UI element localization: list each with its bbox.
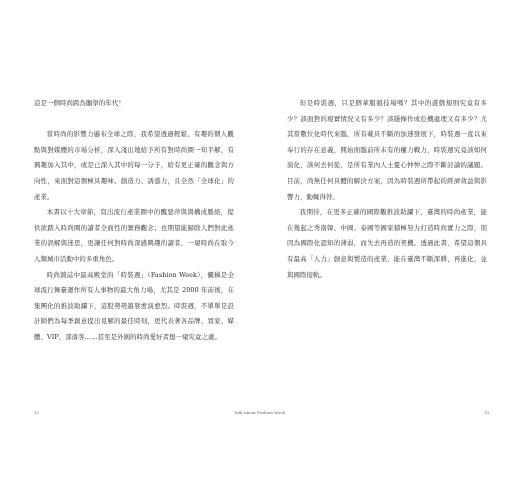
right-page <box>260 0 520 500</box>
page-number-left: 12 <box>34 410 40 415</box>
left-page-body <box>34 96 234 346</box>
body-paragraph: 當時尚的影響力遍布全球之際，我希望透過輕鬆、有趣的個人觀點與對媒體的市場分析，深入淺出地給予所有對時尚圈一知半解，有興趣加入其中，或是已深入其中的每一分子，給有更正確的觀念與方向性，來面對這個極具趣味、創造力、誘惑力，且全然「全球化」的產業。 <box>34 130 234 201</box>
right-page-body <box>287 96 487 283</box>
intro-line: 這是一個時尚跨為顯學的年代！ <box>34 99 125 107</box>
body-paragraph: 我期待，在更多正確的國際觀推波助瀾下，臺灣的時尚產業，能在幾起之秀南韓、中國、泰國等國家積極努力打造時尚實力之際，別因為國際化認知的薄弱，而失去再造的契機。透過此書，希望這個具有最高「人力」創意與製造的產業，能在臺灣不斷深耕、再進化，並與國際接軌。 <box>287 208 487 279</box>
running-footer: Talk About Fashion Week <box>234 410 286 415</box>
page-number-right: 13 <box>484 410 490 415</box>
body-paragraph: 本書以十大章節，寫出流行產業圈中的醜惡萍與與構成脈絡，提供欲踏入時尚圈的讀者全面性的實務觀念；也期望能歸除人們對此產業的誤解與迷思，更讓任何對時尚深感興趣的讀者，一窺時尚在取今人類城市活動中的多重角色。 <box>34 208 234 263</box>
paragraph-gap <box>34 112 234 128</box>
body-paragraph: 時尚雜誌中最高殿堂的「時裝週」（Fashion Week），儼稱是全球流行舞臺運作所有人事物的最大角力場，尤其是 2000 年前後，在集團化的推波助瀾下，這股勢勢越發愈演愈烈。時裝週，不單單是設計師們為每季創意提出見解的最佳時刻，更代表著各品牌、買家、媒體、VIP、部落客……甚至是外圍的時尚愛好者想一窺究竟之處。 <box>34 270 234 341</box>
body-paragraph: 但是時裝週，只是個華服競技場嗎？其中的遊戲規則究竟有多少？該面對的現實情況又有多少？該隱操作或危機處理又有多少？尤其當數位化時代來臨，所有載具不斷的加速發展下，時裝週一直以來奉行的存在意義，開始面臨前所未有的權力戰力，時裝週究竟該如何演化，該何去何從，是所有業內人士憂心忡忡之際不斷討論的議題。目前，尚無任何具體的解決方案，因為時裝週所帶起的經濟效益與影響力，動輒得咎。 <box>287 99 487 201</box>
